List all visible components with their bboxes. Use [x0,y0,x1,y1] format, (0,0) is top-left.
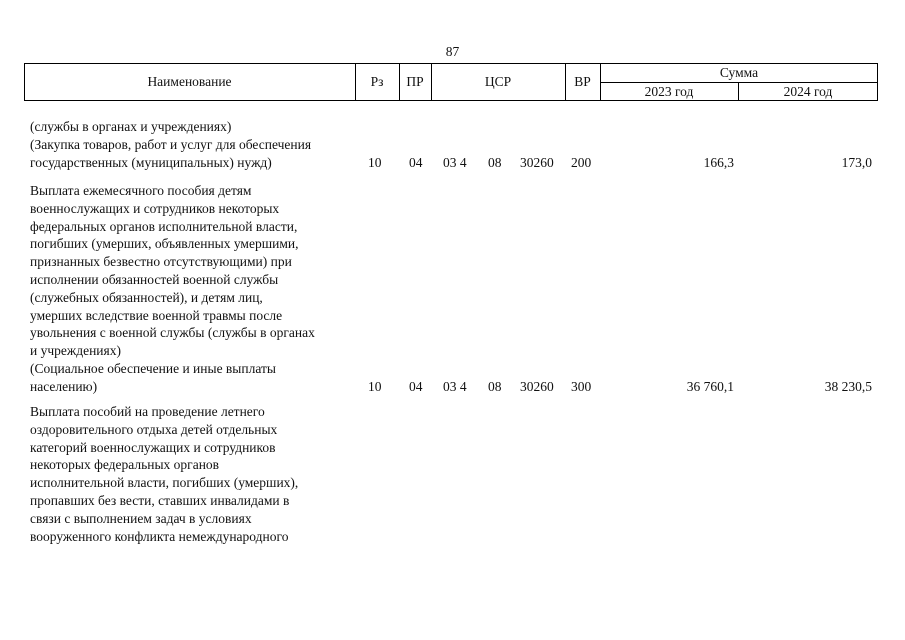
header-year-2023: 2023 год [644,84,694,99]
header-rz: Рз [370,74,384,89]
row-sum-2023: 166,3 [703,154,734,170]
header-name: Наименование [147,74,232,89]
row-sum-2023: 36 760,1 [686,378,734,394]
row-name: Выплата пособий на проведение летнего оздоровительного отдыха детей отдельных категорий военнослужащих и сотрудников некоторых федеральных органов исполнительной власти, погибших (умерших), пропавших без вести, ставших инвалидами в связи с выполнением задач в условиях вооруженного конфликта немеждународного [30,404,299,544]
header-csr: ЦСР [484,74,512,89]
header-year-2024: 2024 год [783,84,833,99]
header-pr: ПР [406,74,424,89]
table-header [24,63,878,101]
row-csr-code: 30260 [520,154,554,170]
page-number: 87 [445,44,460,59]
row-csr-program: 03 4 [443,154,467,170]
row-pr: 04 [409,378,423,394]
row-sum-2024: 173,0 [841,154,872,170]
row-name: (службы в органах и учреждениях) (Закупка товаров, работ и услуг для обеспечения государственных (муниципальных) нужд) [30,119,312,170]
row-sum-2024: 38 230,5 [824,378,872,394]
row-csr-program: 03 4 [443,378,467,394]
row-vr: 200 [571,154,592,170]
row-rz: 10 [368,378,382,394]
row-pr: 04 [409,154,423,170]
row-vr: 300 [571,378,592,394]
header-sum: Сумма [719,65,759,80]
header-vr: ВР [574,74,591,89]
row-csr-subprogram: 08 [488,154,502,170]
row-csr-subprogram: 08 [488,378,502,394]
row-csr-code: 30260 [520,378,554,394]
row-rz: 10 [368,154,382,170]
row-name: Выплата ежемесячного пособия детям военнослужащих и сотрудников некоторых федеральных органов исполнительной власти, погибших (умерших, объявленных умершими, признанных безвестно отсутствующими) при исполнении обязанностей военной службы (служебных обязанностей), и детям лиц, умерших вследствие военной травмы после увольнения с военной службы (службы в органах и учреждениях) (Социальное обеспечение и иные выплаты населению) [30,183,315,394]
